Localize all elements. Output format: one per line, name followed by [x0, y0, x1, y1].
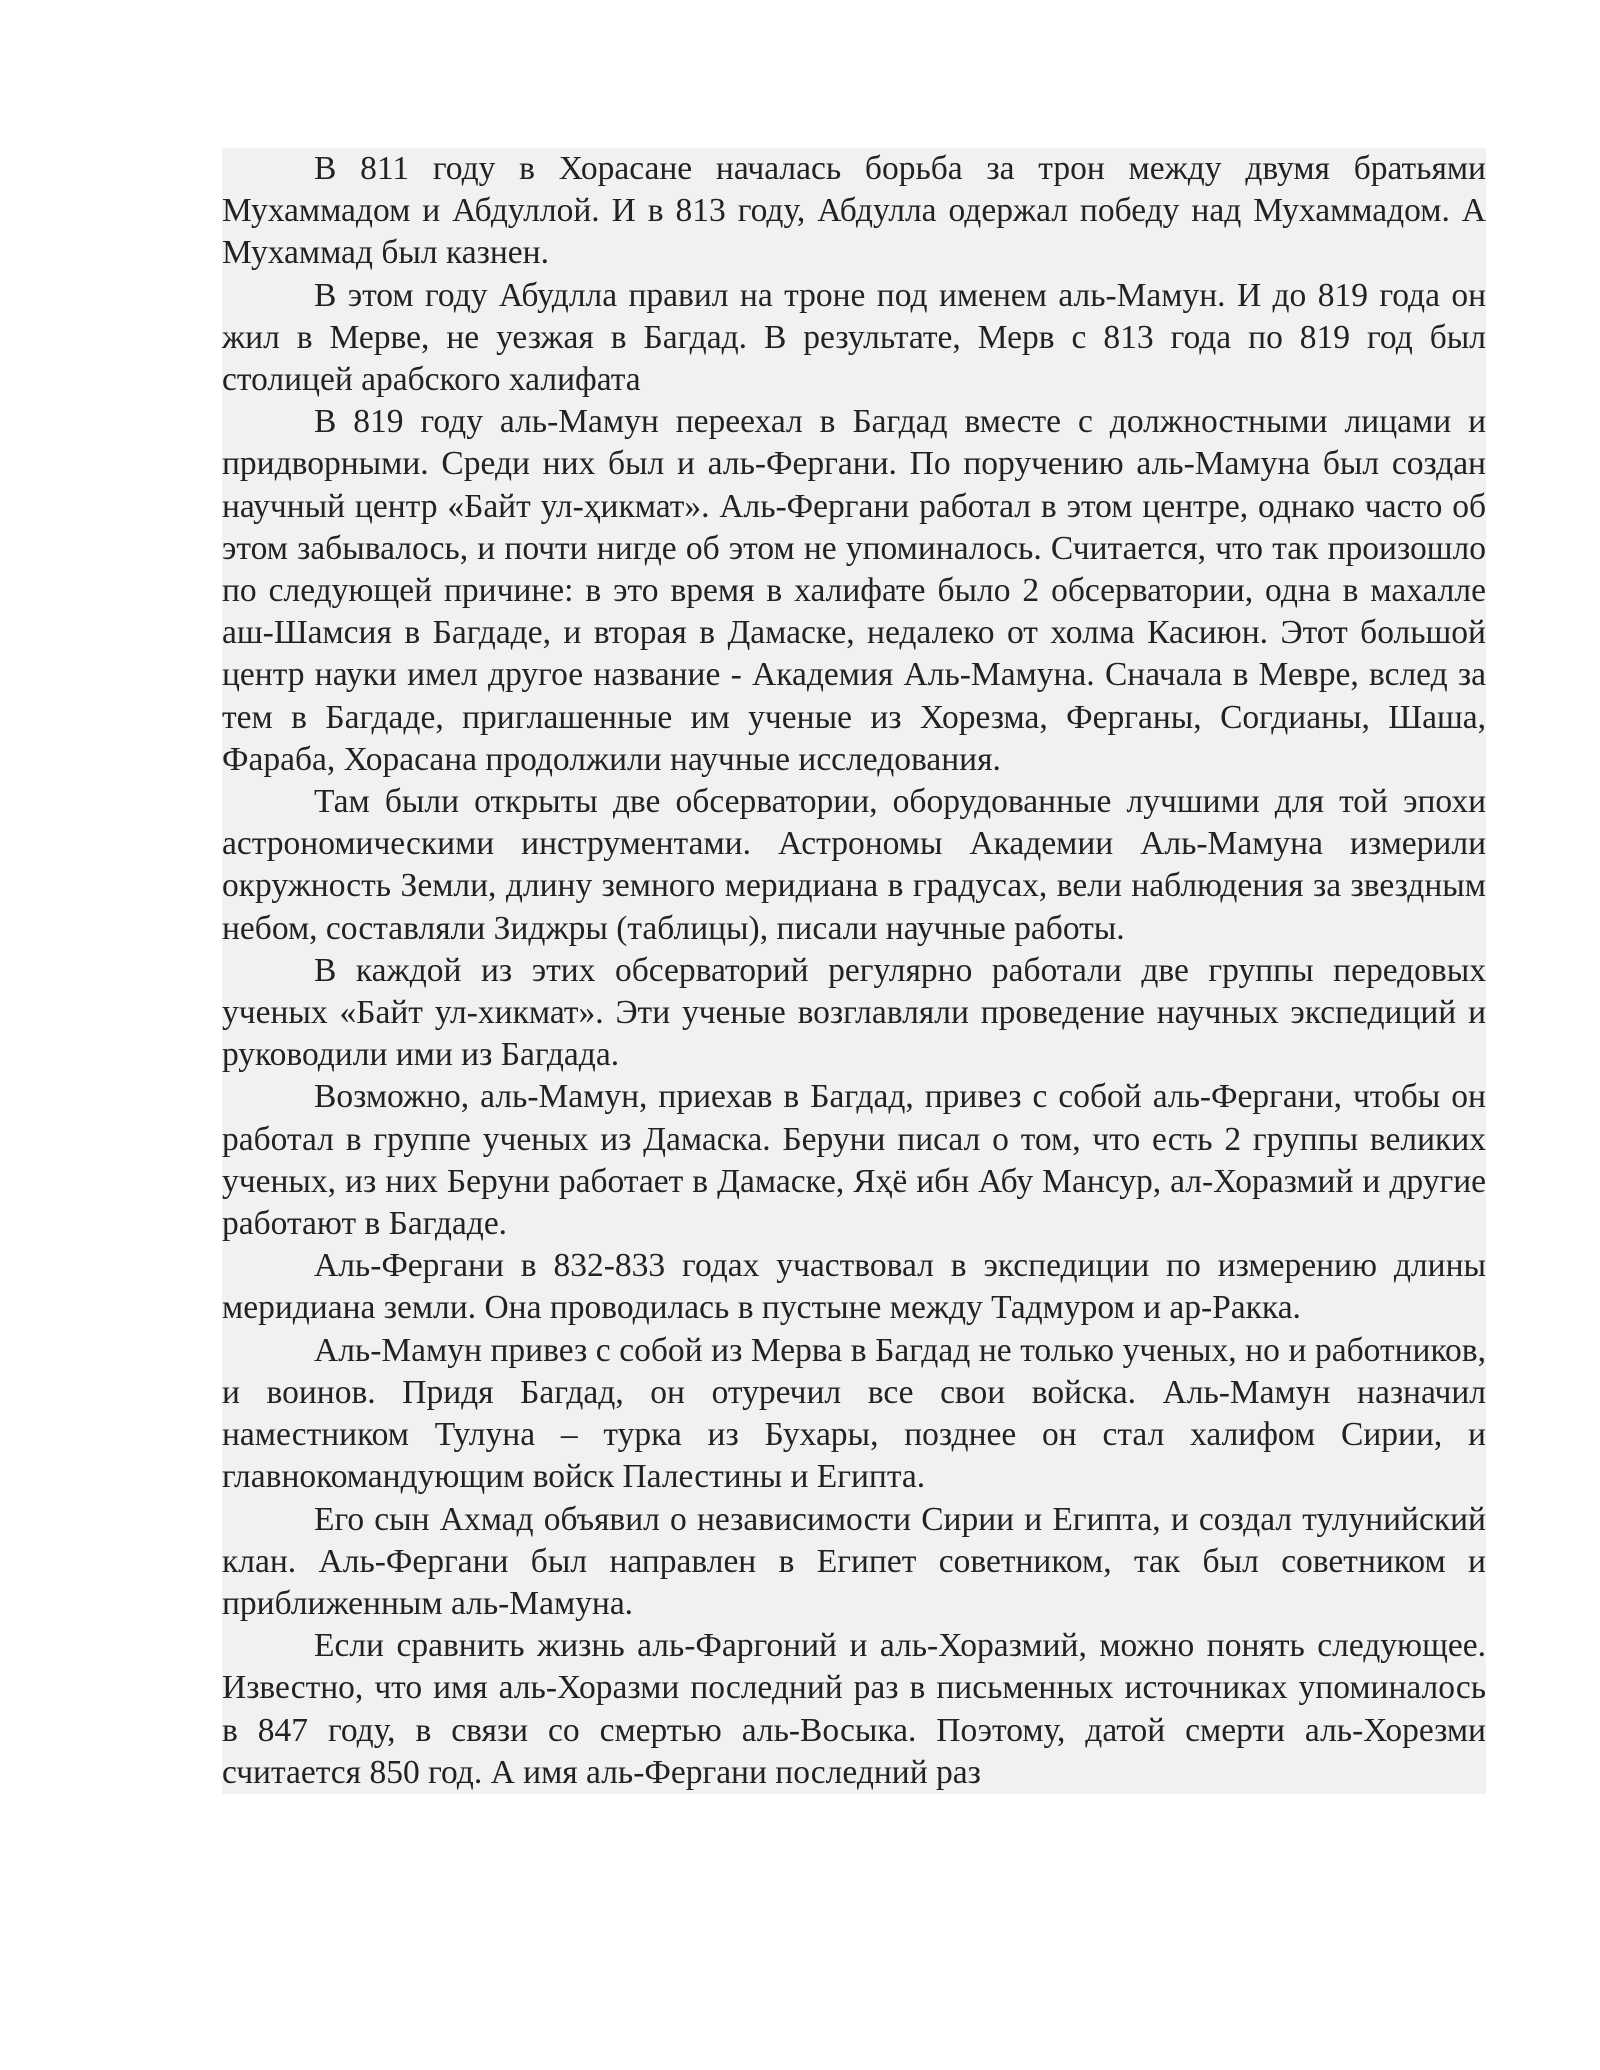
- paragraph-3: В 819 году аль-Мамун переехал в Багдад вместе с должностными лицами и придворными. Среди них был и аль-Фергани. По поручению аль-Мамуна был создан научный центр «Байт ул-ҳикмат». Аль-Фергани работал в этом центре, однако часто об этом забывалось, и почти нигде об этом не упоминалось. Считается, что так произошло по следующей причине: в это время в халифате было 2 обсерватории, одна в махалле аш-Шамсия в Багдаде, и вторая в Дамаске, недалеко от холма Касиюн. Этот большой центр науки имел другое название - Академия Аль-Мамуна. Сначала в Мевре, вслед за тем в Багдаде, приглашенные им ученые из Хорезма, Ферганы, Согдианы, Шаша, Фараба, Хорасана продолжили научные исследования.: [222, 403, 1486, 778]
- document-body: [222, 148, 1486, 1794]
- paragraph-9: Его сын Ахмад объявил о независимости Сирии и Египта, и создал тулунийский клан. Аль-Фергани был направлен в Египет советником, так был советником и приближенным аль-Мамуна.: [222, 1500, 1486, 1622]
- paragraph-8: Аль-Мамун привез с собой из Мерва в Багдад не только ученых, но и работников, и воинов. Придя Багдад, он отуречил все свои войска. Аль-Мамун назначил наместником Тулуна – турка из Бухары, позднее он стал халифом Сирии, и главнокомандующим войск Палестины и Египта.: [222, 1331, 1486, 1496]
- paragraph-6: Возможно, аль-Мамун, приехав в Багдад, привез с собой аль-Фергани, чтобы он работал в группе ученых из Дамаска. Беруни писал о том, что есть 2 группы великих ученых, из них Беруни работает в Дамаске, Яҳё ибн Абу Мансур, ал-Хоразмий и другие работают в Багдаде.: [222, 1078, 1486, 1243]
- paragraph-2: В этом году Абудлла правил на троне под именем аль-Мамун. И до 819 года он жил в Мерве, не уезжая в Багдад. В результате, Мерв с 813 года по 819 год был столицей арабского халифата: [222, 276, 1486, 399]
- paragraph-10: Если сравнить жизнь аль-Фаргоний и аль-Хоразмий, можно понять следующее. Известно, что имя аль-Хоразми последний раз в письменных источниках упоминалось в 847 году, в связи со смертью аль-Восыка. Поэтому, датой смерти аль-Хорезми считается 850 год. А имя аль-Фергани последний раз: [222, 1627, 1486, 1791]
- paragraph-7: Аль-Фергани в 832-833 годах участвовал в экспедиции по измерению длины меридиана земли. Она проводилась в пустыне между Тадмуром и ар-Ракка.: [222, 1247, 1486, 1327]
- paragraph-4: Там были открыты две обсерватории, оборудованные лучшими для той эпохи астрономическими инструментами. Астрономы Академии Аль-Мамуна измерили окружность Земли, длину земного меридиана в градусах, вели наблюдения за звездным небом, составляли Зиджры (таблицы), писали научные работы.: [222, 783, 1486, 947]
- paragraph-5: В каждой из этих обсерваторий регулярно работали две группы передовых ученых «Байт ул-хикмат». Эти ученые возглавляли проведение научных экспедиций и руководили ими из Багдада.: [222, 951, 1486, 1074]
- paragraph-1: В 811 году в Хорасане началась борьба за трон между двумя братьями Мухаммадом и Абдуллой. И в 813 году, Абдулла одержал победу над Мухаммадом. А Мухаммад был казнен.: [222, 150, 1486, 272]
